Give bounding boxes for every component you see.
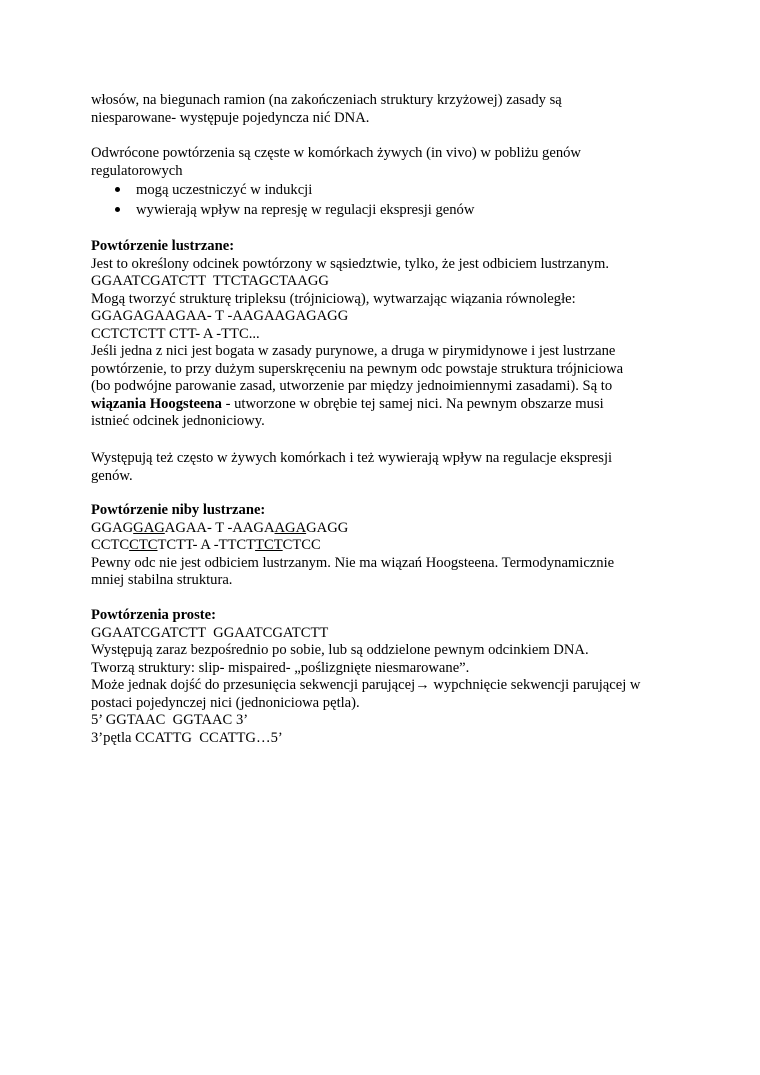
text-line: (bo podwójne parowanie zasad, utworzenie par między jednoimiennymi zasadami). Są to <box>91 378 613 394</box>
sequence-line: GGAGGAGAGAA- T -AAGAAGAGAGG <box>91 519 349 536</box>
text-line: Mogą tworzyć strukturę tripleksu (trójniciową), wytwarzając wiązania równoległe: <box>91 290 576 307</box>
sequence-line: 5’ GGTAAC GGTAAC 3’ <box>91 712 249 728</box>
sequence-line: CCTCCTCTCTT- A -TTCTTCTCTCC <box>91 537 321 553</box>
text-line: regulatorowych <box>91 162 183 179</box>
text-line: mniej stabilna struktura. <box>91 572 233 588</box>
bullet-icon <box>115 187 120 192</box>
paragraph-inverted-repeats <box>91 145 681 220</box>
text-line: niesparowane- występuje pojedyncza nić DNA. <box>91 109 370 126</box>
text-line: istnieć odcinek jednoniciowy. <box>91 413 265 429</box>
text-line: Może jednak dojść do przesunięcia sekwencji parującej→ wypchnięcie sekwencji parującej w <box>91 677 641 693</box>
list-item: mogą uczestniczyć w indukcji <box>91 180 681 200</box>
text-line: Tworzą struktury: slip- mispaired- „poślizgnięte niesmarowane”. <box>91 659 470 676</box>
sequence-line: 3’pętla CCATTG CCATTG…5’ <box>91 729 283 746</box>
section-pseudo-mirror <box>91 502 681 590</box>
text-line: Pewny odc nie jest odbiciem lustrzanym. Nie ma wiązań Hoogsteena. Termodynamicznie <box>91 554 615 571</box>
sequence-line: GGAATCGATCTT GGAATCGATCTT <box>91 624 329 641</box>
paragraph-occurrence <box>91 450 681 485</box>
text-line: genów. <box>91 467 133 484</box>
list-item: wywierają wpływ na represję w regulacji ekspresji genów <box>91 200 681 220</box>
text-line: włosów, na biegunach ramion (na zakończeniach struktury krzyżowej) zasady są <box>91 92 562 108</box>
text-line: Odwrócone powtórzenia są częste w komórkach żywych (in vivo) w pobliżu genów <box>91 145 581 161</box>
section-simple-repeats <box>91 607 681 747</box>
section-heading: Powtórzenie niby lustrzane: <box>91 502 266 518</box>
bold-term: wiązania Hoogsteena <box>91 395 222 412</box>
text-line: Występują też często w żywych komórkach i też wywierają wpływ na regulacje ekspresji <box>91 450 613 466</box>
text-line: Występują zaraz bezpośrednio po sobie, lub są oddzielone pewnym odcinkiem DNA. <box>91 642 589 658</box>
section-heading: Powtórzenia proste: <box>91 607 216 623</box>
bullet-list <box>91 180 681 220</box>
section-mirror-repeat <box>91 238 681 431</box>
sequence-line: GGAGAGAAGAA- T -AAGAAGAGAGG <box>91 308 349 324</box>
bullet-icon <box>115 207 120 212</box>
text-line: Jeśli jedna z nici jest bogata w zasady purynowe, a druga w pirymidynowe i jest lustrzane <box>91 343 616 359</box>
section-heading: Powtórzenie lustrzane: <box>91 238 235 254</box>
text-line: powtórzenie, to przy dużym superskręceniu na pewnym odc powstaje struktura trójniciowa <box>91 360 624 377</box>
text-line: Jest to określony odcinek powtórzony w sąsiedztwie, tylko, że jest odbiciem lustrzanym. <box>91 255 609 272</box>
paragraph-continuation <box>91 92 681 127</box>
text-line: postaci pojedynczej nici (jednoniciowa pętla). <box>91 694 360 711</box>
text-line: wiązania Hoogsteena - utworzone w obrębie tej samej nici. Na pewnym obszarze musi <box>91 395 604 412</box>
sequence-line: GGAATCGATCTT TTCTAGCTAAGG <box>91 273 329 289</box>
sequence-line: CCTCTCTT CTT- A -TTC... <box>91 325 260 342</box>
